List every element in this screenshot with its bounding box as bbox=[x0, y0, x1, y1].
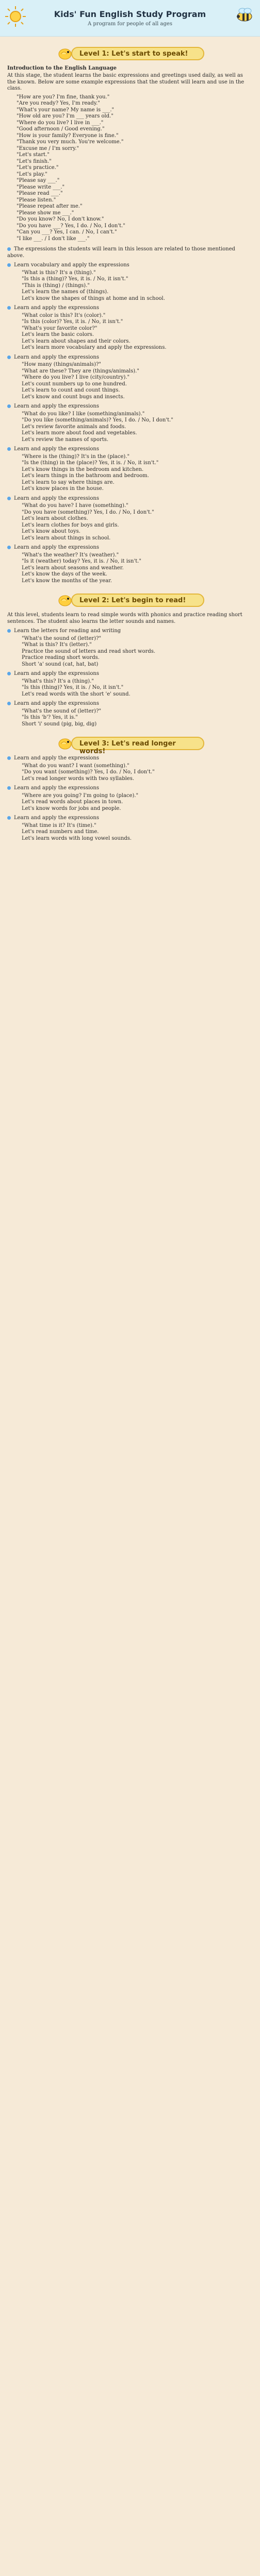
level-2-intro bbox=[7, 612, 253, 625]
lesson-item bbox=[7, 815, 253, 842]
expression-line: "Please repeat after me." bbox=[17, 204, 83, 209]
lesson-heading-text: Learn and apply the expressions bbox=[14, 495, 99, 501]
level-3-banner bbox=[56, 737, 204, 755]
expression-line: "Please read ___." bbox=[17, 191, 63, 196]
lesson-subline: Let's know places in the house. bbox=[22, 486, 104, 492]
level-1-banner bbox=[56, 47, 204, 60]
lesson-subline: Let's learn clothes for boys and girls. bbox=[22, 522, 119, 528]
expression-line: "How are you? I'm fine, thank you." bbox=[17, 94, 110, 100]
lesson-item bbox=[7, 305, 253, 351]
lesson-subline: Let's count numbers up to one hundred. bbox=[22, 381, 127, 387]
lesson-subline: "Is this a (thing)? Yes, it is. / No, it isn't." bbox=[22, 276, 128, 282]
lesson-heading-text: Learn and apply the expressions bbox=[14, 446, 99, 452]
level-3-label: Level 3: Let's read longer words! bbox=[79, 740, 176, 755]
lesson-subline: Let's read words with the short 'e' sound. bbox=[22, 691, 131, 697]
expression-line: "Can you ___? Yes, I can. / No, I can't." bbox=[17, 229, 117, 235]
expression-line: "What's your name? My name is ___." bbox=[17, 107, 115, 113]
expression-line: "How is your family? Everyone is fine." bbox=[17, 132, 119, 139]
lesson-item bbox=[7, 785, 253, 812]
level-2-label: Level 2: Let's begin to read! bbox=[79, 597, 186, 604]
lesson-subline: "What time is it? It's (time)." bbox=[22, 822, 96, 828]
level-2-paragraph: At this level, students learn to read simple words with phonics and practice reading short sentences. The student also learns the letter sounds and names. bbox=[7, 612, 242, 624]
level-3-items bbox=[7, 755, 253, 842]
expression-line: "Are you ready? Yes, I'm ready." bbox=[17, 100, 100, 106]
level-2-pill bbox=[71, 594, 204, 607]
page-title: Kids' Fun English Study Program bbox=[54, 9, 206, 19]
lesson-subline: "What's your favorite color?" bbox=[22, 325, 98, 331]
lesson-subline: "Do you have (something)? Yes, I do. / No, I don't." bbox=[22, 509, 154, 515]
bullet-icon bbox=[7, 702, 11, 705]
bee-icon bbox=[233, 7, 255, 24]
expression-line: "How old are you? I'm ___ years old." bbox=[17, 113, 113, 119]
lesson-subline: Let's learn the names of (things). bbox=[22, 289, 109, 295]
lesson-heading-text: The expressions the students will learn in this lesson are related to those mentioned above. bbox=[7, 246, 235, 259]
lesson-item bbox=[7, 246, 253, 259]
lesson-heading bbox=[7, 671, 253, 677]
bullet-icon bbox=[7, 306, 11, 310]
lesson-subline: Let's know about toys. bbox=[22, 529, 80, 534]
lesson-heading-text: Learn and apply the expressions bbox=[14, 815, 99, 821]
lesson-item bbox=[7, 262, 253, 302]
lesson-subline: Let's know words for jobs and people. bbox=[22, 805, 121, 811]
expression-line: "Please say ___." bbox=[17, 178, 60, 183]
lesson-subline: Let's learn more vocabulary and apply the expressions. bbox=[22, 345, 167, 350]
lesson-subline: "Is the (thing) in the (place)? Yes, it is. / No, it isn't." bbox=[22, 460, 159, 466]
lesson-heading bbox=[7, 785, 253, 792]
lesson-heading bbox=[7, 446, 253, 453]
lesson-item bbox=[7, 628, 253, 668]
expression-line: "Where do you live? I live in ___." bbox=[17, 120, 104, 126]
level-1-label: Level 1: Let's start to speak! bbox=[79, 50, 188, 58]
lesson-subline: Let's read numbers and time. bbox=[22, 829, 99, 835]
lesson-heading bbox=[7, 305, 253, 312]
bullet-icon bbox=[7, 404, 11, 408]
lesson-heading-text: Learn and apply the expressions bbox=[14, 354, 99, 360]
lesson-subline: "How many (things/animals)?" bbox=[22, 362, 101, 367]
lesson-subline: Let's know the months of the year. bbox=[22, 578, 112, 584]
lesson-item bbox=[7, 701, 253, 727]
lesson-subline: Let's learn things in the bathroom and bedroom. bbox=[22, 473, 149, 479]
lesson-subline: "What's the weather? It's (weather)." bbox=[22, 552, 119, 558]
lesson-item bbox=[7, 403, 253, 443]
expression-line: "Do you know? No, I don't know." bbox=[17, 216, 104, 222]
lesson-heading-text: Learn vocabulary and apply the expressions bbox=[14, 262, 129, 268]
lesson-subline: Let's know the days of the week. bbox=[22, 571, 107, 577]
bullet-icon bbox=[7, 629, 11, 633]
lesson-subline: "Where are you going? I'm going to (place)." bbox=[22, 792, 139, 799]
lesson-subline: "What do you want? I want (something)." bbox=[22, 762, 129, 769]
lesson-subline: Let's learn words with long vowel sounds. bbox=[22, 835, 132, 841]
bullet-icon bbox=[7, 546, 11, 549]
expression-line: "Good afternoon / Good evening." bbox=[17, 126, 105, 132]
lesson-subline: Let's learn more about food and vegetables. bbox=[22, 430, 137, 436]
lesson-heading-text: Learn and apply the expressions bbox=[14, 403, 99, 409]
bullet-icon bbox=[7, 672, 11, 675]
lesson-subline: Practice the sound of letters and read short words. bbox=[22, 648, 156, 654]
lesson-subline: Let's learn to say where things are. bbox=[22, 479, 115, 485]
lesson-subline: "Do you want (something)? Yes, I do. / No, I don't." bbox=[22, 769, 155, 775]
expression-line: "Excuse me / I'm sorry." bbox=[17, 145, 79, 151]
level-2-banner bbox=[56, 594, 204, 607]
lesson-subline: Let's learn to count and count things. bbox=[22, 387, 120, 393]
introduction-paragraph: At this stage, the student learns the basic expressions and greetings used daily, as well as the known. Below are some example expressions that the student will learn and use in the class. bbox=[7, 73, 245, 91]
bullet-icon bbox=[7, 247, 11, 251]
lesson-heading bbox=[7, 755, 253, 762]
bullet-icon bbox=[7, 816, 11, 820]
lesson-subline: Let's review favorite animals and foods. bbox=[22, 423, 126, 430]
lesson-subline: "Is it (weather) today? Yes, it is. / No, it isn't." bbox=[22, 558, 142, 564]
content bbox=[0, 37, 260, 849]
bullet-icon bbox=[7, 447, 11, 451]
lesson-heading bbox=[7, 496, 253, 502]
lesson-heading-text: Learn and apply the expressions bbox=[14, 671, 99, 676]
lesson-item bbox=[7, 354, 253, 401]
lesson-subline: "What do you have? I have (something)." bbox=[22, 503, 128, 509]
bullet-icon bbox=[7, 263, 11, 267]
expression-line: "Please write ___." bbox=[17, 184, 65, 190]
expression-line: "Please listen." bbox=[17, 197, 56, 203]
expressions-list bbox=[17, 94, 253, 243]
lesson-subline: Let's learn about shapes and their colors. bbox=[22, 338, 131, 344]
lesson-subline: Let's read longer words with two syllables. bbox=[22, 775, 135, 782]
introduction-section bbox=[7, 65, 253, 242]
header bbox=[0, 0, 260, 37]
lesson-heading bbox=[7, 701, 253, 707]
lesson-item bbox=[7, 755, 253, 782]
lesson-subline: "What's the sound of (letter)?" bbox=[22, 635, 102, 641]
bullet-icon bbox=[7, 497, 11, 500]
lesson-item bbox=[7, 496, 253, 542]
expression-line: "Please show me ___." bbox=[17, 210, 74, 216]
level-2-items bbox=[7, 628, 253, 727]
lesson-heading-text: Learn and apply the expressions bbox=[14, 785, 99, 791]
expression-line: "I like ___. / I don't like ___." bbox=[17, 235, 90, 242]
lesson-subline: Let's learn about clothes. bbox=[22, 516, 88, 521]
lesson-subline: Let's review the names of sports. bbox=[22, 436, 109, 443]
lesson-heading bbox=[7, 354, 253, 361]
expression-line: "Do you have ___? Yes, I do. / No, I don't." bbox=[17, 223, 125, 229]
lesson-subline: Let's know things in the bedroom and kitchen. bbox=[22, 466, 144, 472]
page-subtitle: A program for people of all ages bbox=[88, 21, 172, 27]
lesson-heading-text: Learn and apply the expressions bbox=[14, 305, 99, 311]
lesson-subline: "Where do you live? I live (city/country)." bbox=[22, 375, 130, 380]
lesson-subline: Practice reading short words. bbox=[22, 655, 100, 660]
lesson-subline: Short 'a' sound (cat, hat, bat) bbox=[22, 661, 99, 667]
lesson-subline: Let's know and count bugs and insects. bbox=[22, 394, 125, 400]
expression-line: "Thank you very much. You're welcome." bbox=[17, 139, 124, 145]
expression-line: "Let's start." bbox=[17, 152, 50, 158]
lesson-subline: Let's learn about seasons and weather. bbox=[22, 565, 124, 571]
lesson-subline: "What's this? It's a (thing)." bbox=[22, 678, 94, 684]
expression-line: "Let's play." bbox=[17, 171, 47, 177]
lesson-subline: "What is this? It's (letter)." bbox=[22, 642, 92, 648]
sun-icon bbox=[4, 5, 27, 28]
lesson-subline: Let's learn about things in school. bbox=[22, 535, 111, 541]
lesson-subline: "What do you like? I like (something/animals)." bbox=[22, 411, 145, 417]
lesson-heading bbox=[7, 545, 253, 551]
lesson-heading bbox=[7, 403, 253, 410]
lesson-subline: Let's learn the basic colors. bbox=[22, 332, 94, 337]
expression-line: "Let's practice." bbox=[17, 165, 59, 171]
lesson-heading bbox=[7, 246, 253, 259]
lesson-item bbox=[7, 545, 253, 584]
lesson-item bbox=[7, 446, 253, 493]
bullet-icon bbox=[7, 756, 11, 760]
lesson-subline: "Do you like (something/animals)? Yes, I do. / No, I don't." bbox=[22, 417, 173, 423]
expression-line: "Let's finish." bbox=[17, 158, 52, 164]
lesson-subline: "What are these? They are (things/animals)." bbox=[22, 368, 139, 374]
lesson-subline: Let's read words about places in town. bbox=[22, 799, 123, 805]
level-3-pill bbox=[71, 737, 204, 755]
bullet-icon bbox=[7, 355, 11, 359]
lesson-subline: Short 'i' sound (pig, big, dig) bbox=[22, 721, 97, 727]
lesson-subline: "Where is the (thing)? It's in the (place)." bbox=[22, 453, 130, 460]
lesson-subline: "This is (thing) / (things)." bbox=[22, 282, 90, 289]
lesson-heading bbox=[7, 262, 253, 269]
lesson-subline: "Is this (color)? Yes, it is. / No, it isn't." bbox=[22, 319, 123, 325]
lesson-heading-text: Learn and apply the expressions bbox=[14, 755, 99, 761]
lesson-subline: "Is this (thing)? Yes, it is. / No, it isn't." bbox=[22, 685, 124, 690]
lesson-heading-text: Learn and apply the expressions bbox=[14, 545, 99, 550]
lesson-heading-text: Learn and apply the expressions bbox=[14, 701, 99, 706]
lesson-subline: Let's know the shapes of things at home and in school. bbox=[22, 295, 165, 301]
lesson-subline: "What color is this? It's (color)." bbox=[22, 312, 106, 318]
level-1-pill bbox=[71, 47, 204, 60]
lesson-heading bbox=[7, 815, 253, 822]
lesson-subline: "What is this? It's a (thing)." bbox=[22, 269, 96, 276]
lesson-items bbox=[7, 246, 253, 584]
lesson-subline: "What's the sound of (letter)?" bbox=[22, 708, 102, 714]
lesson-subline: "Is this 'b'? Yes, it is." bbox=[22, 715, 78, 720]
introduction-title: Introduction to the English Language bbox=[7, 65, 117, 71]
lesson-item bbox=[7, 671, 253, 698]
bullet-icon bbox=[7, 786, 11, 790]
lesson-heading bbox=[7, 628, 253, 635]
lesson-heading-text: Learn the letters for reading and writing bbox=[14, 628, 121, 634]
